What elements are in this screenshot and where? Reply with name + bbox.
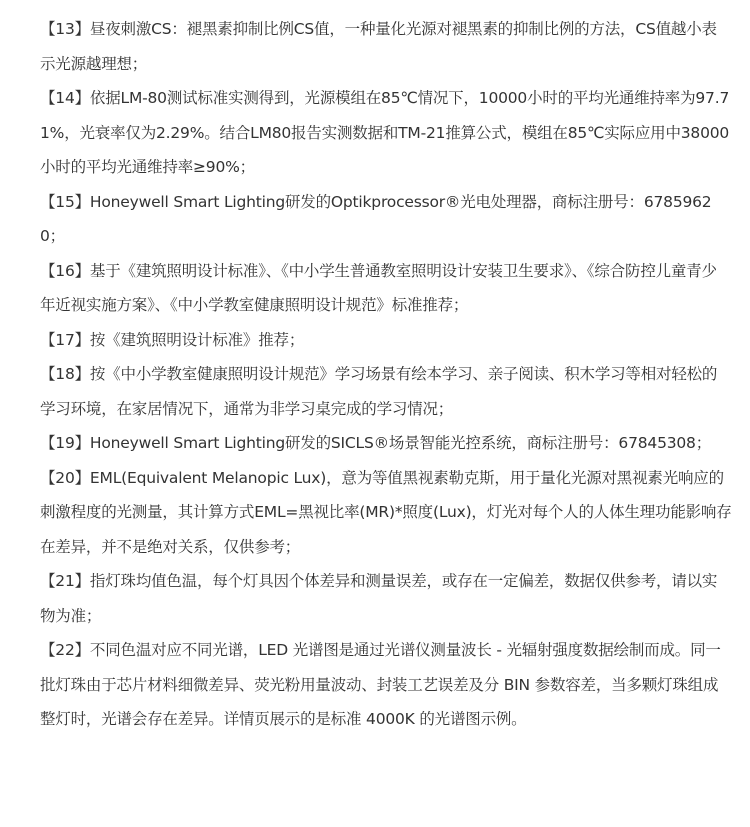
footnote-18: 【18】按《中小学教室健康照明设计规范》学习场景有绘本学习、亲子阅读、积木学习等相对轻松的学习环境，在家居情况下，通常为非学习桌完成的学习情况； bbox=[40, 365, 718, 418]
footnotes-list bbox=[40, 12, 732, 737]
footnote-17: 【17】按《建筑照明设计标准》推荐； bbox=[40, 330, 305, 349]
footnote-14: 【14】依据LM-80测试标准实测得到，光源模组在85℃情况下，10000小时的平均光通维持率为97.71%，光衰率仅为2.29%。结合LM80报告实测数据和TM-21推算公式，模组在85℃实际应用中38000小时的平均光通维持率≥90%； bbox=[40, 89, 730, 176]
footnote-21: 【21】指灯珠均值色温，每个灯具因个体差异和测量误差，或存在一定偏差，数据仅供参考，请以实物为准； bbox=[40, 572, 718, 625]
footnote-15: 【15】Honeywell Smart Lighting研发的Optikprocessor®光电处理器，商标注册号：67859620； bbox=[40, 192, 712, 245]
footnote-22: 【22】不同色温对应不同光谱，LED 光谱图是通过光谱仪测量波长 - 光辐射强度数据绘制而成。同一批灯珠由于芯片材料细微差异、荧光粉用量波动、封装工艺误差及分 BIN 参数容差，当多颗灯珠组成整灯时，光谱会存在差异。详情页展示的是标准 4000K 的光谱图示例。 bbox=[40, 641, 721, 728]
footnote-13: 【13】昼夜刺激CS：褪黑素抑制比例CS值，一种量化光源对褪黑素的抑制比例的方法，CS值越小表示光源越理想； bbox=[40, 20, 717, 73]
footnote-16: 【16】基于《建筑照明设计标准》、《中小学生普通教室照明设计安装卫生要求》、《综合防控儿童青少年近视实施方案》、《中小学教室健康照明设计规范》标准推荐； bbox=[40, 261, 717, 314]
footnote-20: 【20】EML(Equivalent Melanopic Lux)，意为等值黑视素勒克斯，用于量化光源对黑视素光响应的刺激程度的光测量，其计算方式EML=黑视比率(MR)*照度(Lux)，灯光对每个人的人体生理功能影响存在差异，并不是绝对关系，仅供参考； bbox=[40, 468, 732, 556]
footnote-19: 【19】Honeywell Smart Lighting研发的SICLS®场景智能光控系统，商标注册号：67845308； bbox=[40, 434, 712, 452]
